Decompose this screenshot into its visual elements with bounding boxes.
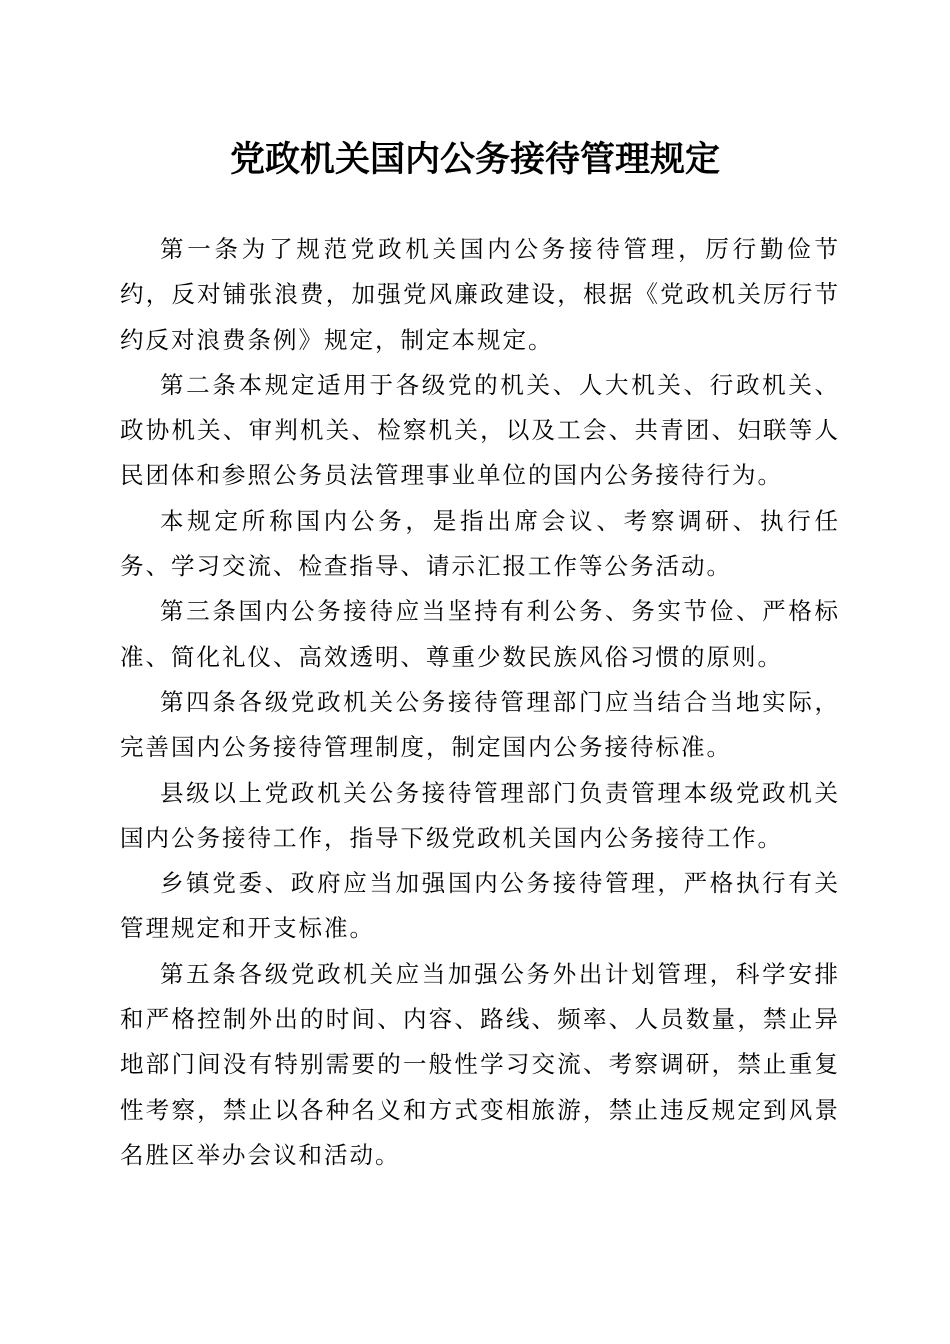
document-title: 党政机关国内公务接待管理规定 [229,139,720,180]
paragraph-article-2: 第二条本规定适用于各级党的机关、人大机关、行政机关、政协机关、审判机关、检察机关，以及工会、共青团、妇联等人民团体和参照公务员法管理事业单位的国内公务接待行为。 [120,370,840,490]
paragraph-article-4-county: 县级以上党政机关公务接待管理部门负责管理本级党政机关国内公务接待工作，指导下级党政机关国内公务接待工作。 [120,778,840,852]
paragraph-article-3: 第三条国内公务接待应当坚持有利公务、务实节俭、严格标准、简化礼仪、高效透明、尊重少数民族风俗习惯的原则。 [120,597,840,671]
paragraph-article-4-township: 乡镇党委、政府应当加强国内公务接待管理，严格执行有关管理规定和开支标准。 [120,869,840,943]
paragraph-article-5: 第五条各级党政机关应当加强公务外出计划管理，科学安排和严格控制外出的时间、内容、路线、频率、人员数量，禁止异地部门间没有特别需要的一般性学习交流、考察调研，禁止重复性考察，禁止以各种名义和方式变相旅游，禁止违反规定到风景名胜区举办会议和活动。 [120,959,840,1169]
paragraph-article-2-scope: 本规定所称国内公务，是指出席会议、考察调研、执行任务、学习交流、检查指导、请示汇报工作等公务活动。 [120,506,840,581]
paragraph-article-4: 第四条各级党政机关公务接待管理部门应当结合当地实际，完善国内公务接待管理制度，制定国内公务接待标准。 [120,687,840,762]
document-body [120,227,840,1178]
paragraph-article-1: 第一条为了规范党政机关国内公务接待管理，厉行勤俭节约，反对铺张浪费，加强党风廉政建设，根据《党政机关厉行节约反对浪费条例》规定，制定本规定。 [120,235,840,354]
